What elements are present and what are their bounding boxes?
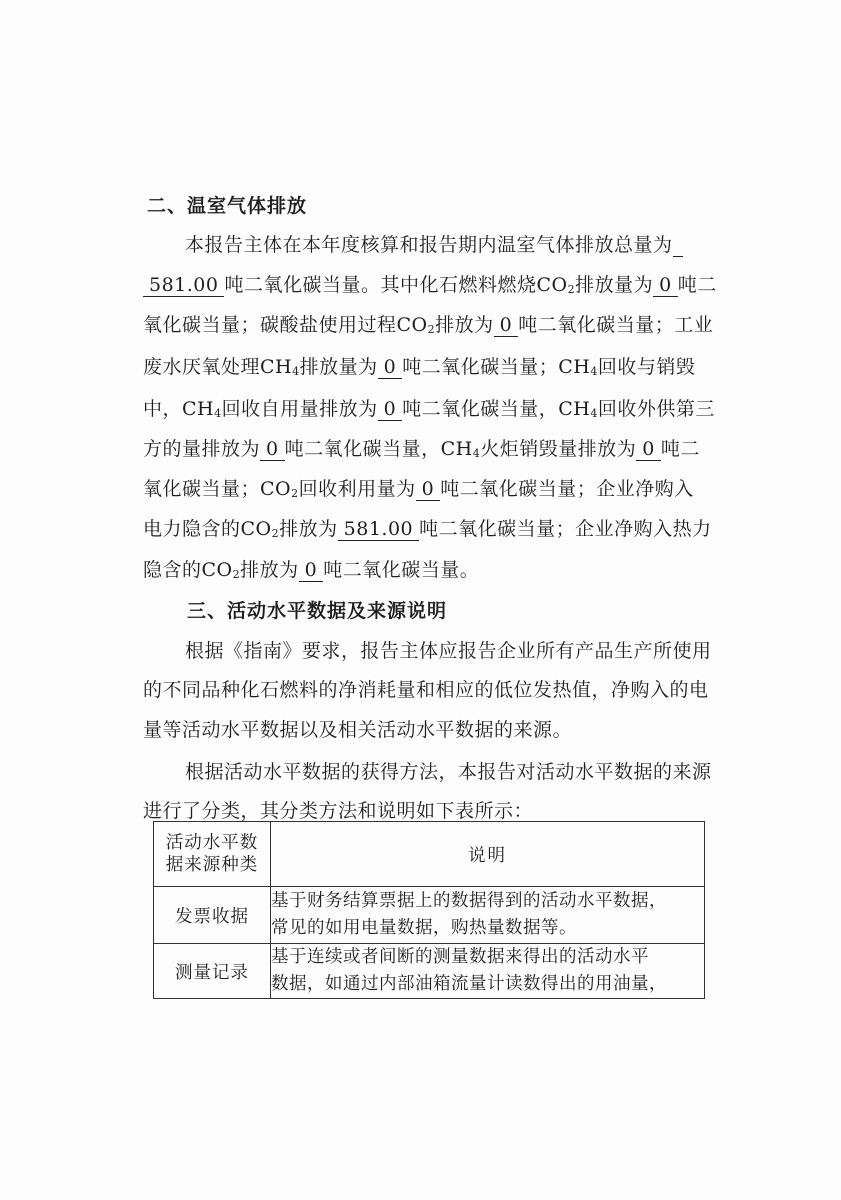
- table-header-cell: 活动水平数 据来源种类: [154, 822, 271, 887]
- table-cell: 发票收据: [154, 887, 271, 944]
- table-cell: 基于财务结算票据上的数据得到的活动水平数据， 常见的如用电量数据，购热量数据等。: [271, 887, 705, 944]
- electricity-emission-value: 581.00: [338, 520, 419, 541]
- paragraph-line: 的不同品种化石燃料的净消耗量和相应的低位发热值，净购入的电: [143, 679, 709, 701]
- paragraph-line: 量等活动水平数据以及相关活动水平数据的来源。: [143, 719, 573, 741]
- paragraph-line: 本报告主体在本年度核算和报告期内温室气体排放总量为: [185, 230, 683, 257]
- paragraph-line: 电力隐含的$CO_2$排放为 581.00 吨二氧化碳当量；企业净购入热力: [143, 518, 712, 540]
- paragraph-line: 进行了分类，其分类方法和说明如下表所示：: [143, 800, 534, 822]
- table-header-row: [154, 822, 705, 887]
- paragraph-line: 根据活动水平数据的获得方法，本报告对活动水平数据的来源: [185, 761, 712, 783]
- table-cell: 测量记录: [154, 944, 271, 999]
- paragraph-line: 氧化碳当量；碳酸盐使用过程$CO_2$排放为 0 吨二氧化碳当量；工业: [143, 314, 714, 336]
- activity-data-source-table: [153, 821, 705, 999]
- paragraph-line: 中，$CH_4$回收自用量排放为 0 吨二氧化碳当量，$CH_4$回收外供第三: [143, 398, 715, 420]
- paragraph-line: 氧化碳当量；$CO_2$回收利用量为 0 吨二氧化碳当量；企业净购入: [143, 478, 694, 500]
- paragraph-line: 方的量排放为 0 吨二氧化碳当量，$CH_4$火炬销毁量排放为 0 吨二: [143, 438, 700, 460]
- section-3-heading: 三、活动水平数据及来源说明: [187, 600, 448, 622]
- paragraph-line: 根据《指南》要求，报告主体应报告企业所有产品生产所使用: [185, 640, 712, 662]
- section-2-heading: 二、温室气体排放: [147, 195, 308, 217]
- paragraph-line: 废水厌氧处理$CH_4$排放量为 0 吨二氧化碳当量；$CH_4$回收与销毁: [143, 356, 696, 378]
- table-header-cell: 说明: [271, 822, 705, 887]
- paragraph-line: 581.00 吨二氧化碳当量。其中化石燃料燃烧$CO_2$排放量为 0 吨二: [143, 270, 717, 297]
- paragraph-line: 隐含的$CO_2$排放为 0 吨二氧化碳当量。: [143, 559, 480, 581]
- table-cell: 基于连续或者间断的测量数据来得出的活动水平 数据，如通过内部油箱流量计读数得出的用油量，: [271, 944, 705, 999]
- table-row: [154, 944, 705, 999]
- table-row: [154, 887, 705, 944]
- total-emission-value: 581.00: [143, 276, 224, 297]
